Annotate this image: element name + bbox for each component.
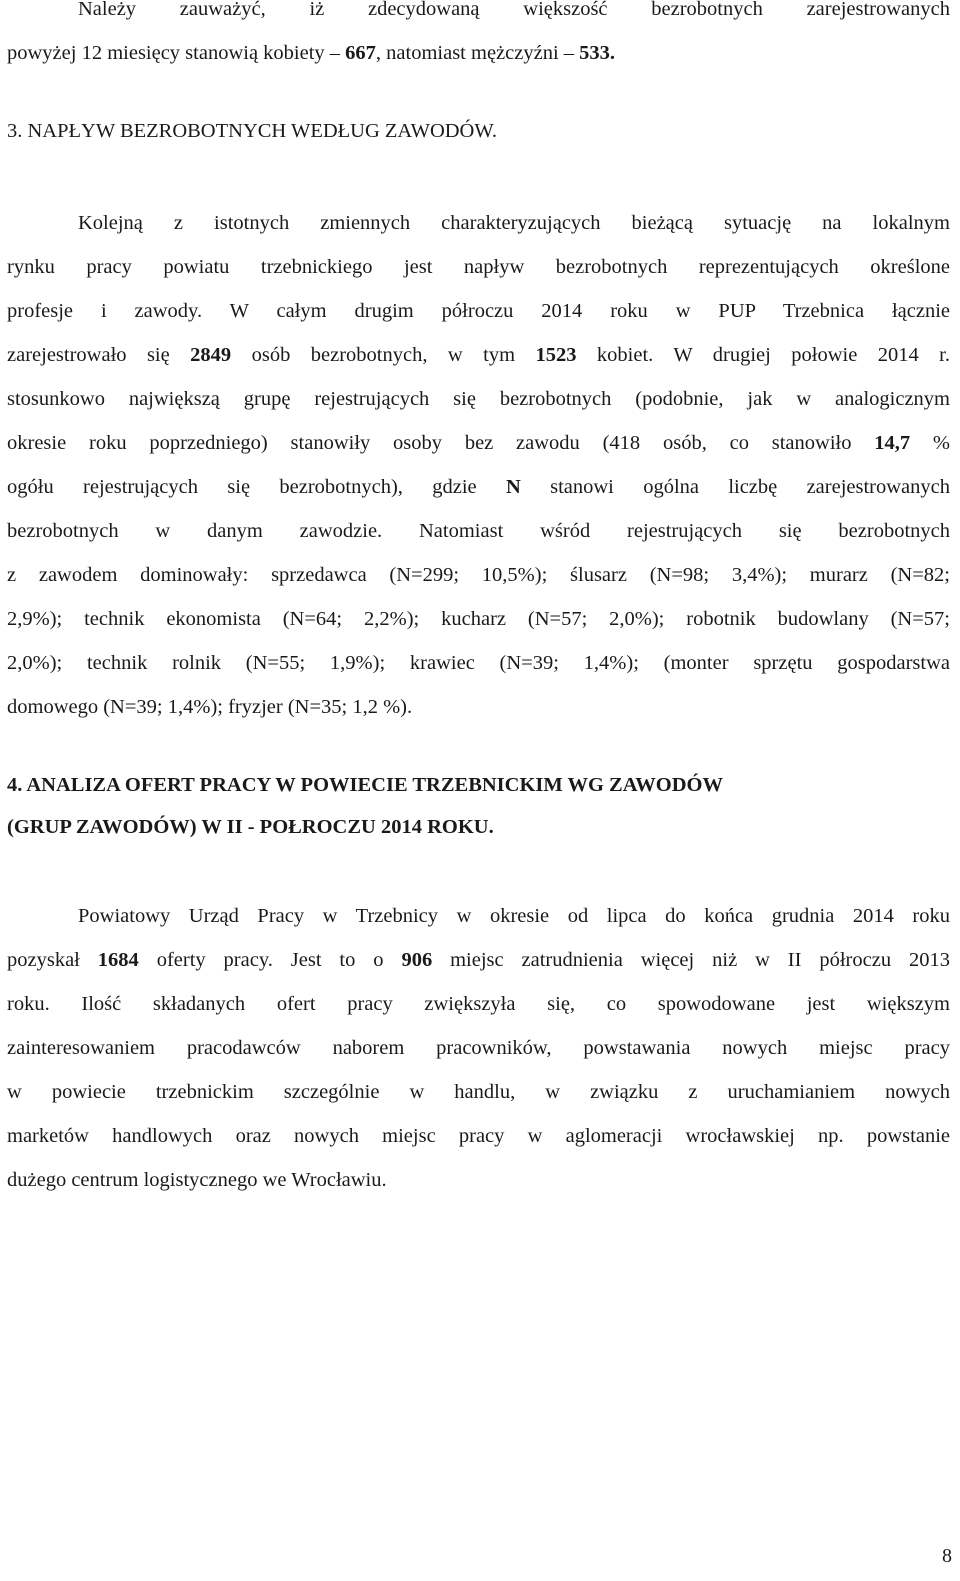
section-4-line-6: marketów handlowych oraz nowych miejsc pracy w aglomeracji wrocławskiej np. powstanie bbox=[7, 1125, 950, 1147]
section-4-line-3: roku. Ilość składanych ofert pracy zwiększyła się, co spowodowane jest większym bbox=[7, 993, 950, 1015]
section-4-line-7: dużego centrum logistycznego we Wrocławiu. bbox=[7, 1169, 387, 1191]
section-4-line-5: w powiecie trzebnickim szczególnie w handlu, w związku z uruchamianiem nowych bbox=[7, 1081, 950, 1103]
section-4-line-2: pozyskał 1684 oferty pracy. Jest to o 906 miejsc zatrudnienia więcej niż w II półroczu 2013 bbox=[7, 949, 950, 971]
section-3-line-7: ogółu rejestrujących się bezrobotnych), gdzie N stanowi ogólna liczbę zarejestrowanych bbox=[7, 476, 950, 498]
intro-line-1: Należy zauważyć, iż zdecydowaną większość bezrobotnych zarejestrowanych bbox=[78, 0, 950, 20]
section-3-line-6: okresie roku poprzedniego) stanowiły osoby bez zawodu (418 osób, co stanowiło 14,7 % bbox=[7, 432, 951, 454]
intro-line-2: powyżej 12 miesięcy stanowią kobiety – 667, natomiast mężczyźni – 533. bbox=[7, 42, 616, 64]
section-3-line-11: 2,0%); technik rolnik (N=55; 1,9%); krawiec (N=39; 1,4%); (monter sprzętu gospodarstwa bbox=[7, 652, 950, 674]
section-3-title: 3. NAPŁYW BEZROBOTNYCH WEDŁUG ZAWODÓW. bbox=[7, 120, 497, 142]
page-number: 8 bbox=[942, 1545, 952, 1567]
section-3-line-2: rynku pracy powiatu trzebnickiego jest napływ bezrobotnych reprezentujących określone bbox=[7, 256, 950, 278]
section-3-line-3: profesje i zawody. W całym drugim półroczu 2014 roku w PUP Trzebnica łącznie bbox=[7, 300, 950, 322]
section-4-title-line-1: 4. ANALIZA OFERT PRACY W POWIECIE TRZEBNICKIM WG ZAWODÓW bbox=[7, 774, 723, 796]
section-3-line-9: z zawodem dominowały: sprzedawca (N=299; 10,5%); ślusarz (N=98; 3,4%); murarz (N=82; bbox=[7, 564, 950, 586]
section-4-title-line-2: (GRUP ZAWODÓW) W II - POŁROCZU 2014 ROKU. bbox=[7, 816, 494, 838]
section-3-line-12: domowego (N=39; 1,4%); fryzjer (N=35; 1,2 %). bbox=[7, 696, 413, 718]
section-3-line-5: stosunkowo największą grupę rejestrujących się bezrobotnych (podobnie, jak w analogicznym bbox=[7, 388, 950, 410]
section-4-line-4: zainteresowaniem pracodawców naborem pracowników, powstawania nowych miejsc pracy bbox=[7, 1037, 950, 1059]
section-3-line-1: Kolejną z istotnych zmiennych charakteryzujących bieżącą sytuację na lokalnym bbox=[78, 212, 950, 234]
section-3-line-10: 2,9%); technik ekonomista (N=64; 2,2%); kucharz (N=57; 2,0%); robotnik budowlany (N=57; bbox=[7, 608, 950, 630]
section-4-line-1: Powiatowy Urząd Pracy w Trzebnicy w okresie od lipca do końca grudnia 2014 roku bbox=[78, 905, 950, 927]
section-3-line-4: zarejestrowało się 2849 osób bezrobotnych, w tym 1523 kobiet. W drugiej połowie 2014 r. bbox=[7, 344, 951, 366]
section-3-line-8: bezrobotnych w danym zawodzie. Natomiast wśród rejestrujących się bezrobotnych bbox=[7, 520, 950, 542]
